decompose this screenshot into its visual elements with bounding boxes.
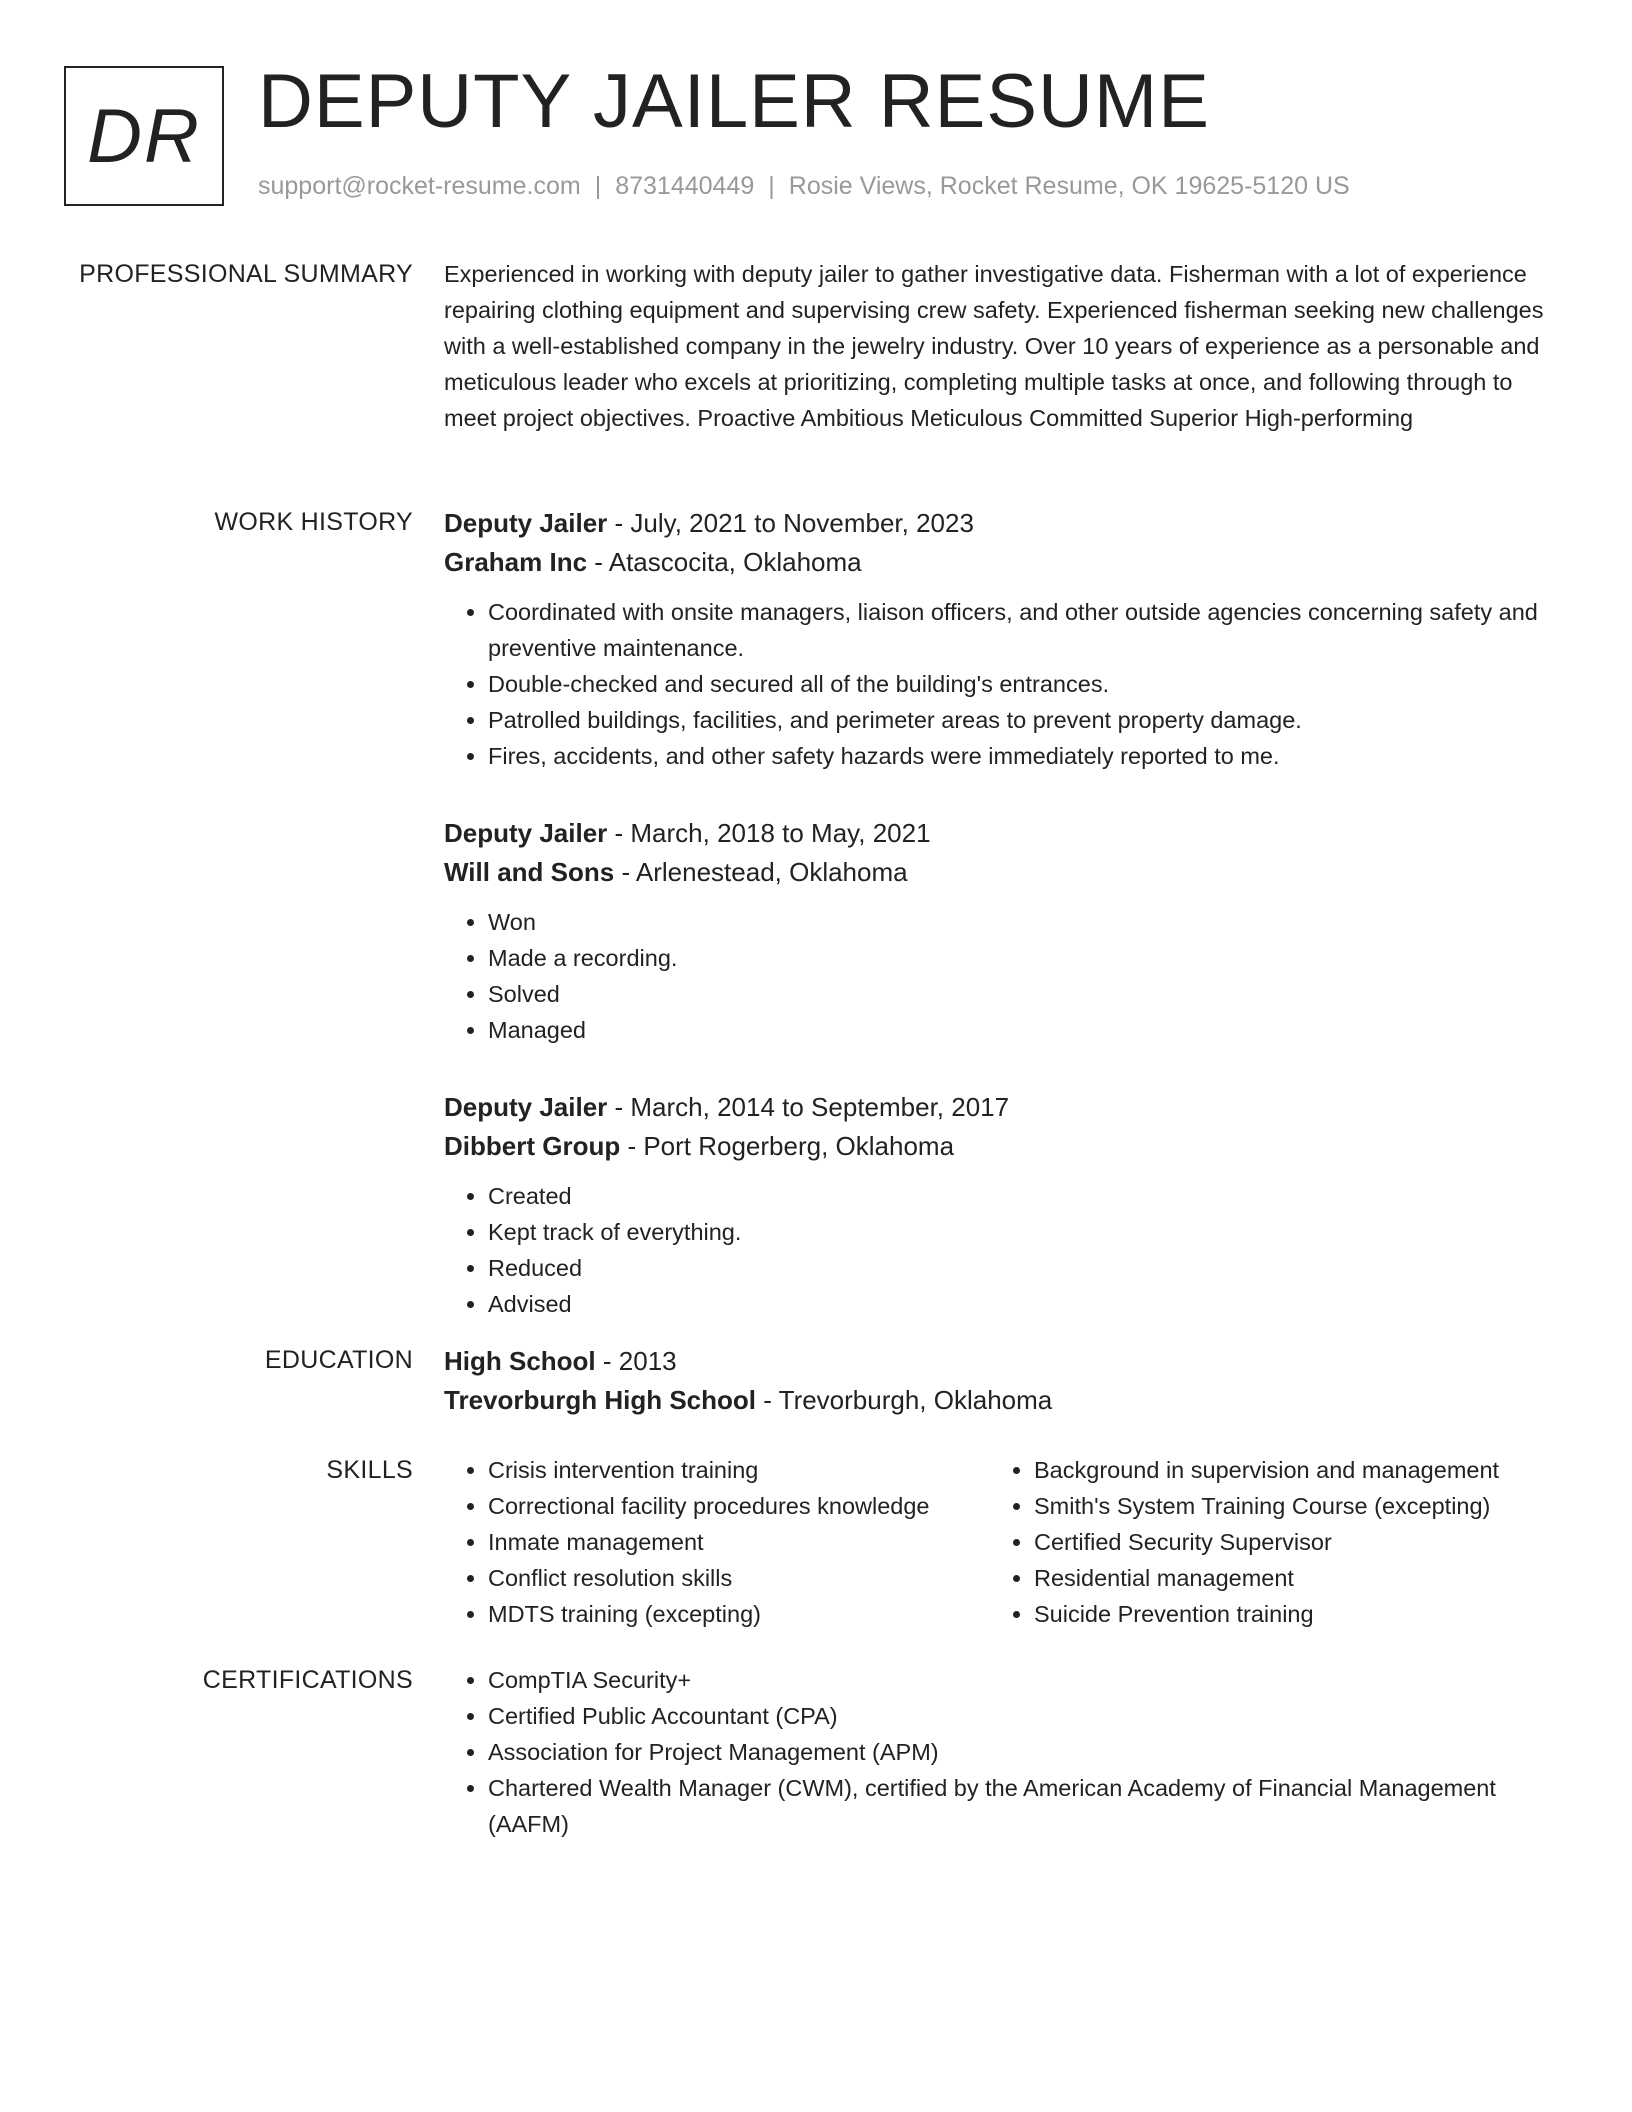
job-entry: [444, 504, 1564, 774]
job-dates: - March, 2018 to May, 2021: [607, 818, 931, 848]
list-item: • Background in supervision and management: [1034, 1452, 1536, 1488]
job-location: - Port Rogerberg, Oklahoma: [620, 1131, 955, 1161]
skills-list-right: [990, 1452, 1536, 1632]
job-bullets: [444, 904, 1564, 1048]
contact-phone: 8731440449: [615, 172, 755, 200]
list-item: • CompTIA Security+: [488, 1662, 1564, 1698]
education-location: - Trevorburgh, Oklahoma: [756, 1385, 1053, 1415]
summary-label: PROFESSIONAL SUMMARY: [79, 260, 413, 288]
contact-separator: |: [594, 172, 602, 200]
list-item: • Certified Security Supervisor: [1034, 1524, 1536, 1560]
list-item: • Double-checked and secured all of the building's entrances.: [488, 666, 1564, 702]
job-title-line: [444, 1088, 1564, 1127]
list-item: • Correctional facility procedures knowledge: [488, 1488, 990, 1524]
job-entry: [444, 1088, 1564, 1322]
education-label: EDUCATION: [264, 1346, 413, 1374]
list-item: • Chartered Wealth Manager (CWM), certified by the American Academy of Financial Management (AAFM): [488, 1770, 1564, 1842]
resume-title: DEPUTY JAILER RESUME: [258, 59, 1210, 144]
list-item: • Conflict resolution skills: [488, 1560, 990, 1596]
list-item: • Certified Public Accountant (CPA): [488, 1698, 1564, 1734]
list-item: • Coordinated with onsite managers, liaison officers, and other outside agencies concerning safety and preventive maintenance.: [488, 594, 1564, 666]
job-dates: - March, 2014 to September, 2017: [607, 1092, 1010, 1122]
contact-line: [258, 172, 1350, 201]
education-degree: High School: [444, 1346, 596, 1376]
list-item: • Won: [488, 904, 1564, 940]
list-item: • MDTS training (excepting): [488, 1596, 990, 1632]
list-item: • Inmate management: [488, 1524, 990, 1560]
job-title: Deputy Jailer: [444, 508, 608, 538]
certifications-content: [444, 1662, 1564, 1842]
certifications-label: CERTIFICATIONS: [202, 1666, 413, 1694]
education-degree-line: [444, 1342, 1564, 1381]
job-company-line: [444, 1127, 1564, 1166]
job-location: - Arlenestead, Oklahoma: [614, 857, 908, 887]
list-item: • Suicide Prevention training: [1034, 1596, 1536, 1632]
list-item: • Advised: [488, 1286, 1564, 1322]
job-location: - Atascocita, Oklahoma: [587, 547, 862, 577]
job-company: Graham Inc: [444, 547, 588, 577]
certifications-list: [444, 1662, 1564, 1842]
skills-label: SKILLS: [326, 1456, 413, 1484]
list-item: • Made a recording.: [488, 940, 1564, 976]
contact-address: Rosie Views, Rocket Resume, OK 19625-5120 US: [788, 172, 1350, 200]
contact-separator: |: [768, 172, 775, 200]
list-item: • Solved: [488, 976, 1564, 1012]
job-company: Dibbert Group: [444, 1131, 621, 1161]
education-school-line: [444, 1381, 1564, 1420]
education-year: - 2013: [595, 1346, 677, 1376]
list-item: • Fires, accidents, and other safety hazards were immediately reported to me.: [488, 738, 1564, 774]
education-school: Trevorburgh High School: [444, 1385, 757, 1415]
work-history-content: [444, 504, 1564, 1362]
skills-content: [444, 1452, 1564, 1632]
job-company: Will and Sons: [444, 857, 615, 887]
summary-content: [444, 256, 1564, 436]
list-item: • Association for Project Management (APM): [488, 1734, 1564, 1770]
list-item: • Kept track of everything.: [488, 1214, 1564, 1250]
job-bullets: [444, 1178, 1564, 1322]
job-title: Deputy Jailer: [444, 818, 608, 848]
summary-text: Experienced in working with deputy jailer to gather investigative data. Fisherman with a lot of experience repairing clothing equipment and supervising crew safety. Experienced fisherman seeking new challenges with a well-established company in the jewelry industry. Over 10 years of experience as a personable and meticulous leader who excels at prioritizing, completing multiple tasks at once, and following through to meet project objectives. Proactive Ambitious Meticulous Committed Superior High-performing: [444, 261, 1544, 431]
list-item: • Managed: [488, 1012, 1564, 1048]
job-company-line: [444, 853, 1564, 892]
education-content: [444, 1342, 1564, 1420]
job-entry: [444, 814, 1564, 1048]
job-dates: - July, 2021 to November, 2023: [607, 508, 974, 538]
job-title-line: [444, 814, 1564, 853]
contact-email: support@rocket-resume.com: [258, 172, 581, 200]
skills-list-left: [444, 1452, 990, 1632]
work-history-label: WORK HISTORY: [214, 508, 413, 536]
list-item: • Residential management: [1034, 1560, 1536, 1596]
list-item: • Created: [488, 1178, 1564, 1214]
list-item: • Smith's System Training Course (excepting): [1034, 1488, 1536, 1524]
job-title-line: [444, 504, 1564, 543]
list-item: • Crisis intervention training: [488, 1452, 990, 1488]
initials-monogram: DR: [64, 66, 224, 206]
list-item: • Reduced: [488, 1250, 1564, 1286]
job-company-line: [444, 543, 1564, 582]
job-bullets: [444, 594, 1564, 774]
list-item: • Patrolled buildings, facilities, and perimeter areas to prevent property damage.: [488, 702, 1564, 738]
job-title: Deputy Jailer: [444, 1092, 608, 1122]
